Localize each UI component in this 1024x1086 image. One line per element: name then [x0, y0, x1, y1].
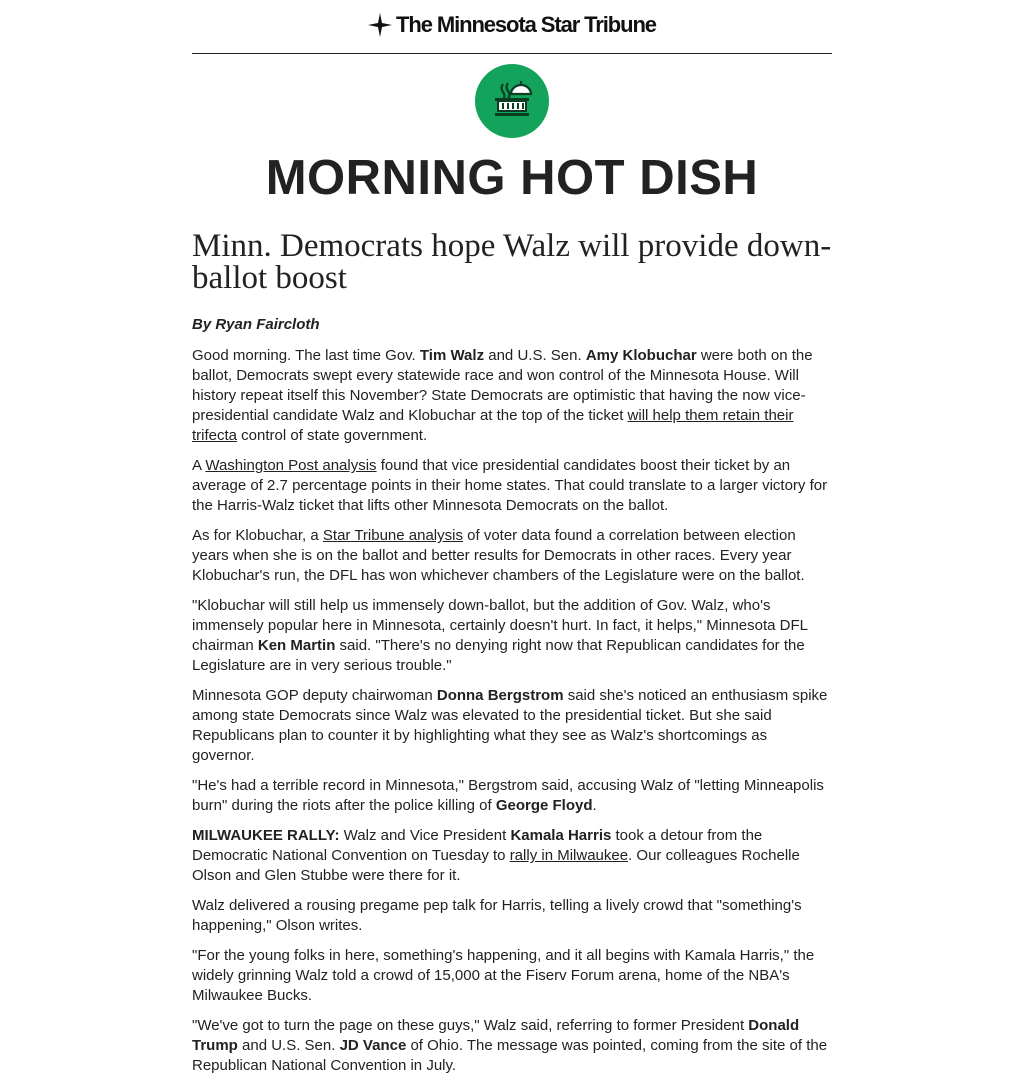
paragraph-text: Minnesota GOP deputy chairwoman — [192, 687, 437, 705]
article-link[interactable]: Star Tribune analysis — [322, 527, 463, 545]
hot-dish-casserole-icon — [487, 76, 537, 126]
bold-name: MILWAUKEE RALLY: — [192, 827, 340, 845]
article-link[interactable]: will help them retain their trifecta — [192, 407, 794, 445]
masthead-logo[interactable] — [368, 12, 656, 38]
article-paragraph — [192, 686, 832, 766]
bold-name: JD Vance — [339, 1037, 407, 1055]
article-paragraph — [192, 596, 832, 676]
article-link[interactable]: Washington Post analysis — [205, 457, 377, 475]
article-paragraph — [192, 1016, 832, 1076]
paragraph-text: of voter data found a correlation between election years when she is on the ballot and better results for Democrats in other races. Every year Klobuchar's run, the DFL has won whichever chambers of the Legislature were on the ballot. — [192, 527, 805, 585]
newsletter-title: MORNING HOT DISH — [265, 151, 759, 205]
paragraph-text: found that vice presidential candidates boost their ticket by an average of 2.7 percentage points in their home states. That could translate to a larger victory for the Harris-Walz ticket that lifts other Minnesota Democrats on the ballot. — [192, 457, 828, 515]
bold-name: Ken Martin — [257, 637, 336, 655]
paragraph-text: were both on the ballot, Democrats swept every statewide race and won control of the Minnesota House. Will history repeat itself this November? State Democrats are optimistic that having the now vice-presidential candidate Walz and Klobuchar at the top of the ticket — [192, 347, 813, 425]
paragraph-text: said. "There's no denying right now that Republican candidates for the Legislature are in very serious trouble." — [192, 637, 805, 675]
article-byline: By Ryan Faircloth — [192, 316, 320, 334]
article-headline: Minn. Democrats hope Walz will provide down-ballot boost — [192, 228, 832, 296]
paragraph-text: "Klobuchar will still help us immensely down-ballot, but the addition of Gov. Walz, who's immensely popular here in Minnesota, certainly doesn't hurt. In fact, it helps," Minnesota DFL chairman — [192, 597, 808, 655]
paragraph-text: of Ohio. The message was pointed, coming from the site of the Republican National Convention in July. — [192, 1037, 828, 1075]
masthead — [192, 0, 832, 54]
paragraph-text: A — [192, 457, 206, 475]
paragraph-text: took a detour from the Democratic National Convention on Tuesday to — [192, 827, 763, 865]
paragraph-text: "We've got to turn the page on these guys," Walz said, referring to former President — [192, 1017, 749, 1035]
article-paragraph — [192, 526, 832, 586]
paragraph-text: "He's had a terrible record in Minnesota," Bergstrom said, accusing Walz of "letting Minneapolis burn" during the riots after the police killing of — [192, 777, 824, 815]
article-paragraph — [192, 456, 832, 516]
bold-name: George Floyd — [495, 797, 593, 815]
paragraph-text: Good morning. The last time Gov. — [192, 347, 420, 365]
article-paragraph — [192, 776, 832, 816]
article-paragraph — [192, 896, 832, 936]
article-body — [192, 346, 832, 1076]
paragraph-text: said she's noticed an enthusiasm spike among state Democrats since Walz was elevated to the presidential ticket. But she said Republicans plan to counter it by highlighting what they see as Walz's shortcomings as governor. — [192, 687, 828, 765]
paragraph-text: and U.S. Sen. — [237, 1037, 340, 1055]
paragraph-text: "For the young folks in here, something's happening, and it all begins with Kamala Harris," the widely grinning Walz told a crowd of 15,000 at the Fiserv Forum arena, home of the NBA's Milwaukee Bucks. — [192, 947, 815, 1005]
article-paragraph — [192, 946, 832, 1006]
brand-name: The Minnesota Star Tribune — [396, 11, 656, 37]
paragraph-text: control of state government. — [237, 427, 428, 445]
newsletter-page — [192, 0, 832, 1086]
north-star-icon — [368, 13, 392, 37]
bold-name: Amy Klobuchar — [585, 347, 697, 365]
bold-name: Donna Bergstrom — [436, 687, 564, 705]
article-paragraph — [192, 346, 832, 446]
paragraph-text: . Our colleagues Rochelle Olson and Glen Stubbe were there for it. — [192, 847, 800, 885]
bold-name: Donald Trump — [192, 1017, 800, 1055]
article-link[interactable]: rally in Milwaukee — [509, 847, 629, 865]
paragraph-text: Walz and Vice President — [339, 827, 511, 845]
paragraph-text: and U.S. Sen. — [484, 347, 586, 365]
bold-name: Tim Walz — [419, 347, 485, 365]
article-paragraph — [192, 826, 832, 886]
paragraph-text: As for Klobuchar, a — [192, 527, 323, 545]
paragraph-text: Walz delivered a rousing pregame pep talk for Harris, telling a lively crowd that "something's happening," Olson writes. — [192, 897, 802, 935]
paragraph-text: . — [592, 797, 597, 815]
bold-name: Kamala Harris — [510, 827, 612, 845]
hot-dish-logo — [475, 64, 549, 138]
